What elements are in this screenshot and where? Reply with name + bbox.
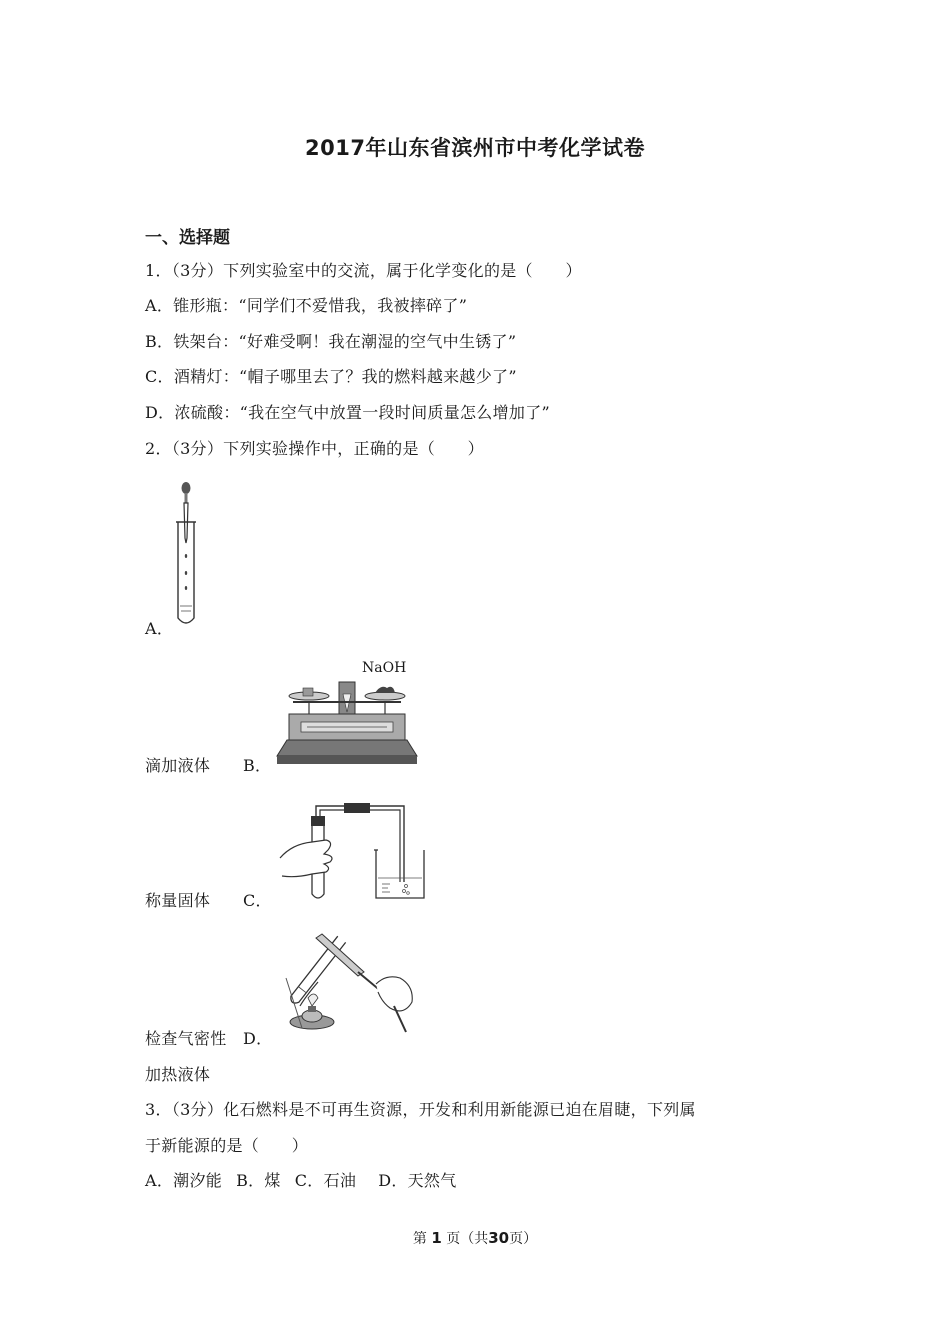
dropper-illustration xyxy=(172,480,204,630)
question-2-option-a-label: A． xyxy=(145,619,174,638)
footer-total-pages: 30 xyxy=(488,1229,510,1247)
question-1-option-a: A．锥形瓶：“同学们不爱惜我，我被摔碎了” xyxy=(145,296,468,315)
question-3-stem-line-2: 于新能源的是（ ） xyxy=(145,1136,309,1155)
question-2-option-a-caption: 滴加液体 xyxy=(145,756,211,775)
question-2-option-c-caption: 检查气密性 xyxy=(145,1029,227,1048)
question-2-option-b-caption: 称量固体 xyxy=(145,891,211,910)
footer-prefix: 第 xyxy=(412,1231,427,1247)
question-2-option-b-label: B． xyxy=(243,756,272,775)
balance-illustration xyxy=(277,676,417,770)
question-2-option-d-caption: 加热液体 xyxy=(145,1065,211,1084)
page-footer xyxy=(0,1228,950,1248)
question-1-stem: 1．（3分）下列实验室中的交流，属于化学变化的是（ ） xyxy=(145,261,582,280)
question-3-option-c: C．石油 xyxy=(294,1171,357,1190)
question-3-stem-line-1: 3．（3分）化石燃料是不可再生资源，开发和利用新能源已迫在眉睫，下列属 xyxy=(145,1100,696,1119)
footer-middle: 页（共 xyxy=(446,1231,489,1247)
heating-liquid-illustration xyxy=(278,932,423,1044)
question-3-option-d: D．天然气 xyxy=(378,1171,457,1190)
exam-title: 2017年山东省滨州市中考化学试卷 xyxy=(305,136,645,160)
question-3-options xyxy=(145,1168,457,1191)
question-1-option-b: B．铁架台：“好难受啊！我在潮湿的空气中生锈了” xyxy=(145,332,517,351)
question-2-stem: 2．（3分）下列实验操作中，正确的是（ ） xyxy=(145,439,484,458)
gas-check-apparatus xyxy=(278,798,430,906)
naoh-label: NaOH xyxy=(362,660,407,676)
question-2-option-c-label: C． xyxy=(243,891,272,910)
section-heading: 一、选择题 xyxy=(145,228,230,248)
footer-suffix: 页） xyxy=(509,1231,538,1247)
question-1-option-d: D．浓硫酸：“我在空气中放置一段时间质量怎么增加了” xyxy=(145,403,550,422)
question-3-option-b: B．煤 xyxy=(236,1171,281,1190)
question-2-option-d-label: D． xyxy=(243,1029,273,1048)
question-1-option-c: C．酒精灯：“帽子哪里去了？我的燃料越来越少了” xyxy=(145,367,517,386)
question-3-option-a: A．潮汐能 xyxy=(145,1171,223,1190)
footer-page-number: 1 xyxy=(431,1229,442,1247)
